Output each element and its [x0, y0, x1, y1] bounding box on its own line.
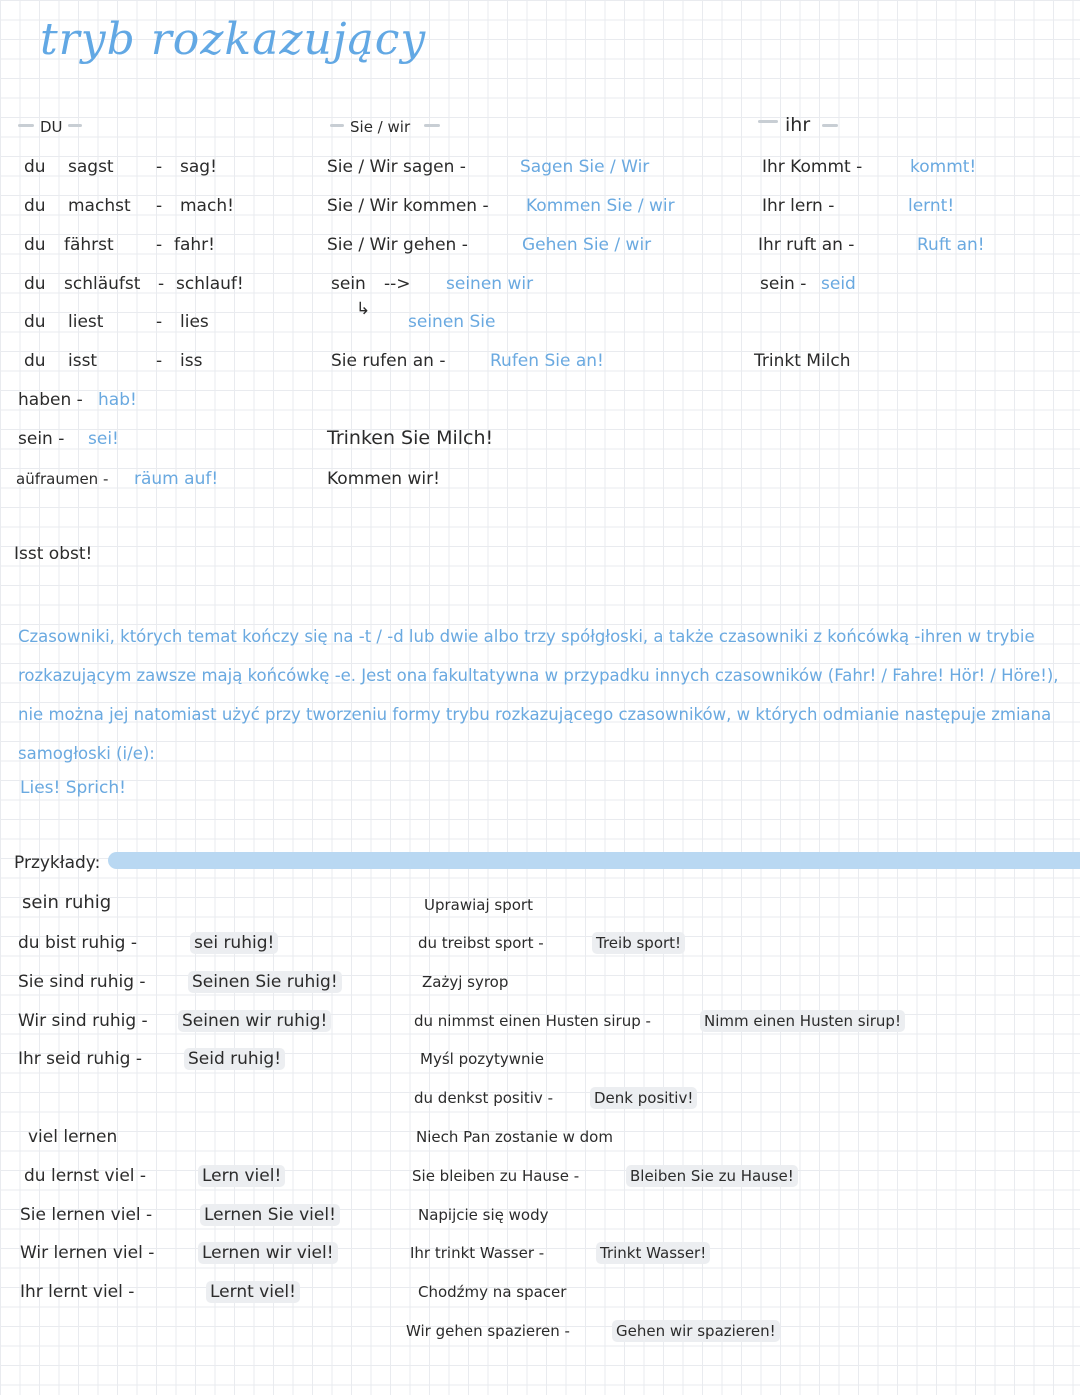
du-imperative: mach! [180, 196, 234, 216]
du-verb: machst [68, 196, 131, 216]
examples-label: Przykłady: [14, 853, 101, 873]
sie-verb: Sie / Wir gehen - [327, 235, 468, 255]
example-answer: Lernt viel! [206, 1281, 300, 1303]
header-dash [424, 124, 440, 127]
ihr-imperative: lernt! [908, 196, 955, 216]
example-answer: Seinen Sie ruhig! [188, 971, 342, 993]
group-heading: viel lernen [28, 1127, 118, 1147]
rule-examples: Lies! Sprich! [20, 778, 126, 798]
group-heading: sein ruhig [22, 892, 112, 913]
polish-prompt: Uprawiaj sport [424, 896, 533, 914]
example-answer: Denk positiv! [590, 1087, 697, 1109]
sein-imperative-sie: seinen Sie [408, 312, 496, 332]
du-imperative: fahr! [174, 235, 215, 255]
example-answer: Bleiben Sie zu Hause! [626, 1165, 798, 1187]
header-dash [330, 124, 344, 127]
example-question: Ihr trinkt Wasser - [410, 1244, 545, 1262]
example-question: du denkst positiv - [414, 1089, 553, 1107]
separator: - [156, 312, 163, 332]
example-question: Ihr seid ruhig - [18, 1049, 143, 1069]
example-answer: Treib sport! [592, 932, 685, 954]
example-answer: Gehen wir spazieren! [612, 1320, 780, 1342]
arrow: --> [384, 274, 411, 294]
polish-prompt: Niech Pan zostanie w dom [416, 1128, 613, 1146]
sie-example: Trinken Sie Milch! [327, 427, 494, 449]
ihr-verb: Ihr lern - [762, 196, 835, 216]
header-sie-wir: Sie / wir [350, 118, 411, 136]
example-question: Sie lernen viel - [20, 1205, 153, 1225]
du-verb: sagst [68, 157, 114, 177]
du-imperative: sag! [180, 157, 217, 177]
du-verb: isst [68, 351, 98, 371]
separator: - [156, 196, 163, 216]
example-question: du lernst viel - [24, 1166, 147, 1186]
ihr-sein-imperative: seid [821, 274, 856, 294]
example-answer: Lern viel! [198, 1165, 285, 1187]
ihr-example: Trinkt Milch [754, 351, 851, 371]
sie-imperative: Gehen Sie / wir [522, 235, 652, 255]
du-imperative: lies [180, 312, 209, 332]
du-pronoun: du [24, 312, 46, 332]
header-dash [822, 124, 838, 127]
example-answer: Trinkt Wasser! [596, 1242, 710, 1264]
sie-imperative: Sagen Sie / Wir [520, 157, 650, 177]
irregular-verb: haben - [18, 390, 83, 410]
sie-verb: Sie / Wir kommen - [327, 196, 489, 216]
rufen-verb: Sie rufen an - [331, 351, 446, 371]
example-question: Wir sind ruhig - [18, 1011, 148, 1031]
irregular-imperative: räum auf! [134, 469, 219, 489]
page-title: tryb rozkazujący [40, 14, 427, 65]
example-answer: Seid ruhig! [184, 1048, 285, 1070]
du-pronoun: du [24, 157, 46, 177]
arrow-hook: ↳ [356, 299, 371, 319]
header-dash [18, 124, 34, 127]
du-pronoun: du [24, 274, 46, 294]
ihr-verb: Ihr ruft an - [758, 235, 855, 255]
sie-verb: Sie / Wir sagen - [327, 157, 466, 177]
du-example: Isst obst! [14, 544, 93, 564]
du-pronoun: du [24, 351, 46, 371]
ihr-sein-verb: sein - [760, 274, 807, 294]
example-question: Sie bleiben zu Hause - [412, 1167, 580, 1185]
ihr-imperative: kommt! [910, 157, 977, 177]
example-answer: Seinen wir ruhig! [178, 1010, 331, 1032]
example-question: Sie sind ruhig - [18, 972, 146, 992]
polish-prompt: Zażyj syrop [422, 973, 509, 991]
example-answer: Lernen wir viel! [198, 1242, 338, 1264]
ihr-verb: Ihr Kommt - [762, 157, 863, 177]
du-imperative: iss [180, 351, 203, 371]
wir-example: Kommen wir! [327, 469, 440, 489]
example-answer: Lernen Sie viel! [200, 1204, 340, 1226]
du-pronoun: du [24, 196, 46, 216]
example-question: du nimmst einen Husten sirup - [414, 1012, 651, 1030]
header-dash [758, 120, 778, 123]
polish-prompt: Myśl pozytywnie [420, 1050, 544, 1068]
polish-prompt: Chodźmy na spacer [418, 1283, 567, 1301]
section-divider [108, 852, 1080, 869]
du-verb: liest [68, 312, 104, 332]
ihr-imperative: Ruft an! [917, 235, 985, 255]
polish-prompt: Napijcie się wody [418, 1206, 549, 1224]
example-question: Wir lernen viel - [20, 1243, 155, 1263]
rufen-imperative: Rufen Sie an! [490, 351, 604, 371]
header-dash [68, 124, 82, 127]
du-verb: schläufst [64, 274, 141, 294]
du-imperative: schlauf! [176, 274, 244, 294]
du-pronoun: du [24, 235, 46, 255]
rule-paragraph: Czasowniki, których temat kończy się na -t / -d lub dwie albo trzy spółgłoski, a także czasowniki z końcówką -ihren w trybie rozkazującym zawsze mają końcówkę -e. Jest ona fakultatywna w przypadku innych czasowników (Fahr! / Fahre! Hör! / Höre!), nie można jej natomiast użyć przy tworzeniu formy trybu rozkazującego czasowników, w których odmianie następuje zmiana samogłoski (i/e): [18, 627, 1059, 763]
example-question: Wir gehen spazieren - [406, 1322, 570, 1340]
example-question: Ihr lernt viel - [20, 1282, 135, 1302]
example-answer: sei ruhig! [190, 932, 278, 954]
separator: - [156, 157, 163, 177]
example-question: du bist ruhig - [18, 933, 137, 953]
separator: - [158, 274, 165, 294]
example-answer: Nimm einen Husten sirup! [700, 1010, 905, 1032]
sein-imperative-wir: seinen wir [446, 274, 534, 294]
sie-imperative: Kommen Sie / wir [526, 196, 675, 216]
separator: - [156, 235, 163, 255]
irregular-imperative: sei! [88, 429, 119, 449]
sein-verb: sein [331, 274, 366, 294]
example-question: du treibst sport - [418, 934, 544, 952]
irregular-verb: aüfraumen - [16, 470, 109, 488]
irregular-verb: sein - [18, 429, 65, 449]
separator: - [156, 351, 163, 371]
irregular-imperative: hab! [98, 390, 137, 410]
du-verb: fährst [64, 235, 114, 255]
header-du: DU [40, 118, 63, 136]
header-ihr: ihr [785, 114, 811, 136]
